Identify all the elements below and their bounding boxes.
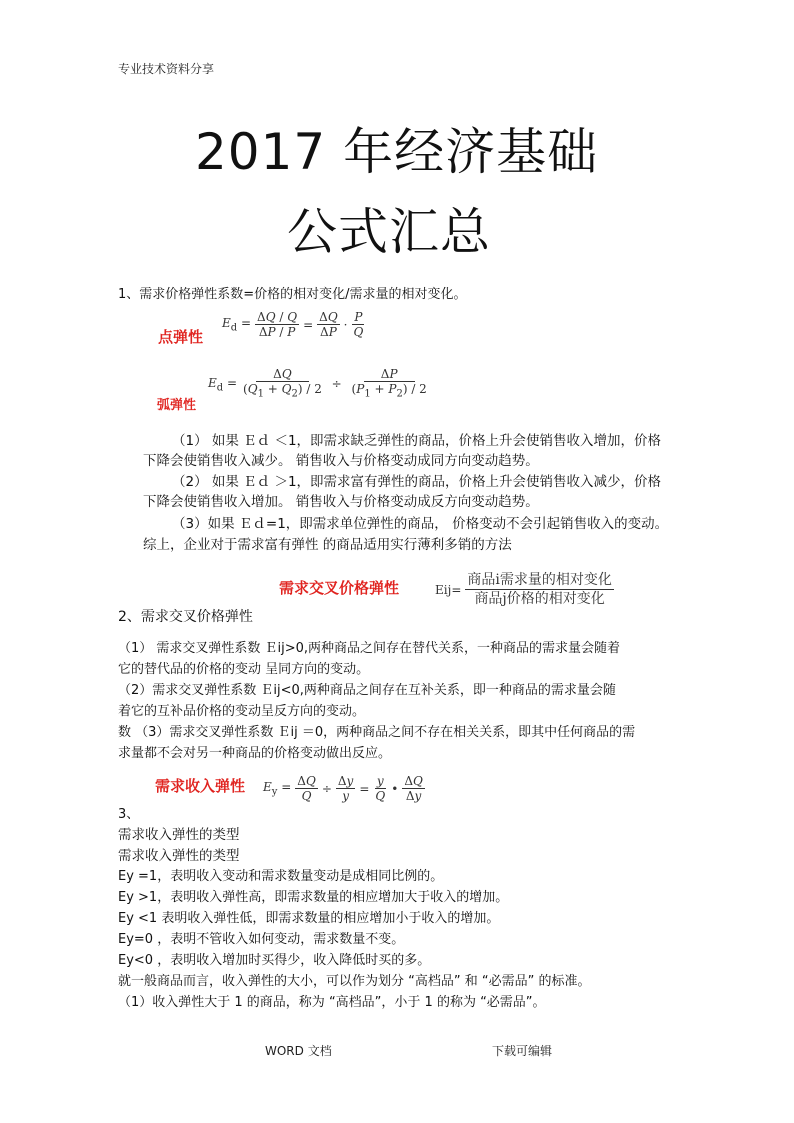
cross-elasticity-formula: Eij= $\frac{\text{商品i需求量的相对变化}}{\text{商品j价格的相对变化}}$ [435,572,612,607]
sec3-ey-zero: Ey=0 ，表明不管收入如何变动，需求数量不变。 [118,932,405,947]
income-elasticity-label: 需求收入弹性 [155,777,246,795]
point-elasticity-label: 点弹性 [158,328,204,346]
sec1-para1-line1: （1） 如果 Ｅｄ ＜1，即需求缺乏弹性的商品，价格上升会使销售收入增加，价格 [172,433,662,449]
section3-number: 3、 [118,807,140,822]
sec2-line3: （2）需求交叉弹性系数 Ｅij<0,两种商品之间存在互补关系，即一种商品的需求量会随 [118,683,616,698]
sec1-para2-line2: 下降会使销售收入增加。 销售收入与价格变动成反方向变动趋势。 [143,494,539,510]
sec2-line2: 它的替代品的价格的变动 呈同方向的变动。 [118,662,370,677]
income-elasticity-formula: $E_y$ = $\frac{\Delta Q}{Q}$ ÷ $\frac{\Delta y}{y}$ = $\frac{y}{Q}$ • $\frac{\Delta Q}{\Delta y}$ [263,774,423,803]
header-label: 专业技术资料分享 [118,62,215,76]
page-title-line1: 2017 年经济基础 [195,123,599,181]
cross-elasticity-label: 需求交叉价格弹性 [279,579,400,597]
sec3-type-title-1: 需求收入弹性的类型 [118,827,240,843]
sec1-para2-line1: （2） 如果 Ｅｄ ＞1，即需求富有弹性的商品，价格上升会使销售收入减少，价格 [172,474,662,490]
footer-right: 下载可编辑 [492,1044,553,1058]
section2-heading: 2、需求交叉价格弹性 [118,609,253,625]
sec3-ey-equal-1: Ey =1，表明收入变动和需求数量变动是成相同比例的。 [118,869,444,884]
sec3-luxury-necessity: （1）收入弹性大于 1 的商品，称为 “高档品”，小于 1 的称为 “必需品”。 [118,995,546,1010]
sec3-ey-less-1: Ey <1 表明收入弹性低，即需求数量的相应增加小于收入的增加。 [118,911,500,926]
section1-heading: 1、需求价格弹性系数=价格的相对变化/需求量的相对变化。 [118,287,467,302]
sec1-summary: 综上，企业对于需求富有弹性 的商品适用实行薄利多销的方法 [143,537,512,553]
sec2-line5: 数 （3）需求交叉弹性系数 Ｅij ＝0，两种商品之间不存在相关关系，即其中任何商品的需 [118,725,636,740]
arc-elasticity-formula: $E_d$ = $\frac{\Delta Q}{(Q_1 + Q_2) / 2}$ ÷ $\frac{\Delta P}{(P_1 + P_2) / 2}$ [208,367,427,400]
sec1-para3: （3）如果 Ｅｄ=1，即需求单位弹性的商品， 价格变动不会引起销售收入的变动。 [172,516,669,532]
sec1-para1-line2: 下降会使销售收入减少。 销售收入与价格变动成同方向变动趋势。 [143,453,539,469]
sec2-line1: （1） 需求交叉弹性系数 Ｅij>0,两种商品之间存在替代关系，一种商品的需求量会随着 [118,641,621,656]
page-title-line2: 公式汇总 [287,203,491,261]
sec2-line6: 求量都不会对另一种商品的价格变动做出反应。 [118,746,392,761]
footer-left: WORD 文档 [265,1044,332,1058]
sec3-type-title-2: 需求收入弹性的类型 [118,848,240,864]
sec3-ey-negative: Ey<0 ，表明收入增加时买得少，收入降低时买的多。 [118,953,431,968]
sec2-line4: 着它的互补品价格的变动呈反方向的变动。 [118,704,366,719]
point-elasticity-formula: $E_d$ = $\frac{\Delta Q / Q}{\Delta P / P}$ = $\frac{\Delta Q}{\Delta P}$ · $\frac{P}{Q}$ [222,310,364,339]
sec3-general-rule: 就一般商品而言，收入弹性的大小，可以作为划分 “高档品” 和 “必需品” 的标准。 [118,974,591,989]
arc-elasticity-label: 弧弹性 [157,398,197,413]
sec3-ey-greater-1: Ey >1，表明收入弹性高，即需求数量的相应增加大于收入的增加。 [118,890,509,905]
